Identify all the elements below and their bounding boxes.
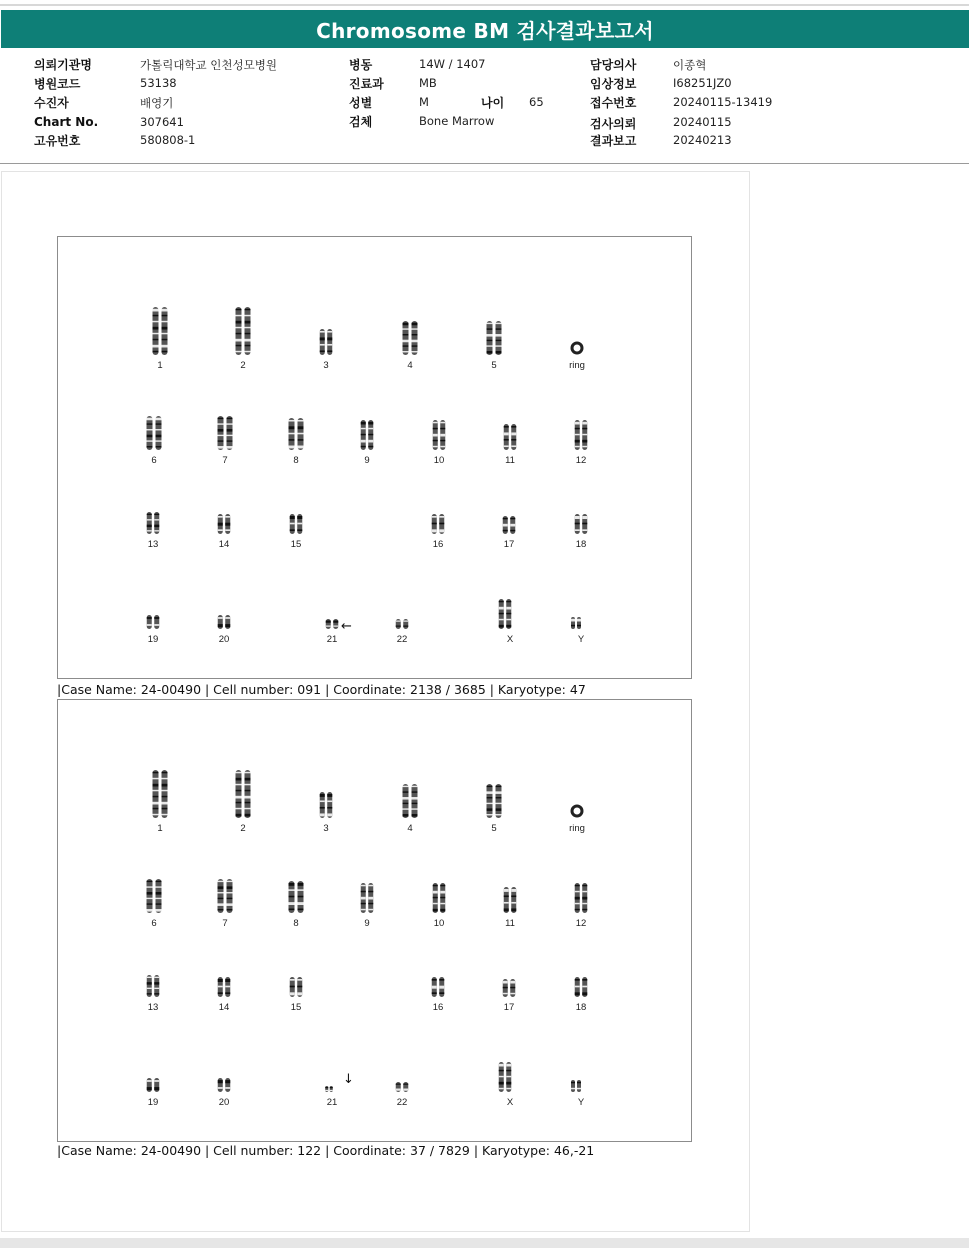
chromosome-pair (147, 512, 160, 534)
chromosome-label: 2 (240, 360, 246, 371)
chromosome-label: 7 (222, 918, 228, 929)
chromosome-label: 4 (407, 360, 413, 371)
chromosome-pair (236, 307, 251, 355)
info-value-chart-no: 307641 (140, 115, 184, 129)
info-value-unique-no: 580808-1 (140, 133, 196, 147)
chromosome-label: 14 (218, 1002, 230, 1013)
chromosome-pair (326, 619, 339, 629)
chromosome-pair (396, 1082, 409, 1092)
chromosome-label: 5 (491, 360, 497, 371)
chromosome-label: ring (569, 823, 585, 834)
chromosome-label: 11 (505, 918, 515, 929)
chromosome-pair (218, 879, 233, 913)
chromosome-pair (571, 617, 581, 629)
chromosome-pair (147, 615, 160, 629)
info-label-request-date: 검사의뢰 (590, 117, 637, 131)
chromosome-label: 16 (432, 1002, 444, 1013)
chromosome-pair (575, 883, 588, 913)
ring-chromosome (572, 343, 582, 353)
info-value-age: 65 (529, 95, 544, 109)
chromosome-label: 8 (293, 455, 299, 466)
chromosome-label: 9 (364, 918, 370, 929)
info-value-receipt-no: 20240115-13419 (673, 95, 773, 109)
chromosome-label: 5 (491, 823, 497, 834)
info-value-sex: M (419, 95, 429, 109)
chromosome-label: 17 (503, 1002, 515, 1013)
arrow-marker: ↓ (343, 1072, 354, 1087)
chromosome-label: 20 (218, 1097, 230, 1108)
report-title: Chromosome BM 검사결과보고서 (1, 10, 969, 48)
chromosome-pair (403, 784, 418, 818)
chromosome-pair (504, 424, 517, 450)
info-label-receipt-no: 접수번호 (590, 96, 637, 110)
info-label-chart-no: Chart No. (34, 115, 99, 129)
chromosome-pair (218, 977, 231, 997)
chromosome-label: X (506, 634, 514, 645)
info-label-ward: 병동 (349, 58, 373, 72)
info-value-patient: 배영기 (140, 96, 174, 110)
chromosome-pair (575, 514, 588, 534)
chromosome-pair (218, 416, 233, 450)
chromosome-pair (432, 514, 445, 534)
info-label-physician: 담당의사 (590, 58, 637, 72)
chromosome-pair (218, 1078, 231, 1092)
chromosome-pair (289, 881, 304, 913)
chromosome-label: 19 (147, 1097, 159, 1108)
chromosome-label: 3 (323, 823, 329, 834)
info-divider (0, 163, 969, 164)
karyotype-image-1 (57, 236, 692, 679)
chromosome-pair (432, 977, 445, 997)
blank-margin (752, 171, 969, 1232)
chromosome-label: 6 (151, 455, 157, 466)
chromosome-label: X (506, 1097, 514, 1108)
chromosome-label: 1 (157, 823, 163, 834)
chromosome-pair (433, 420, 446, 450)
chromosome-label: Y (577, 634, 585, 645)
chromosome-pair (575, 420, 588, 450)
karyotype-caption-1: |Case Name: 24-00490 | Cell number: 091 | Coordinate: 2138 / 3685 | Karyotype: 47 (57, 682, 586, 697)
chromosome-label: 13 (147, 1002, 159, 1013)
chromosome-label: 10 (433, 455, 445, 466)
chromosome-label: Y (577, 1097, 585, 1108)
chromosome-pair (575, 977, 588, 997)
info-label-hospital-code: 병원코드 (34, 77, 81, 91)
chromosome-label: 14 (218, 539, 230, 550)
ring-chromosome (572, 806, 582, 816)
karyotype-caption-2: |Case Name: 24-00490 | Cell number: 122 | Coordinate: 37 / 7829 | Karyotype: 46,-21 (57, 1143, 595, 1158)
chromosome-label: 11 (505, 455, 515, 466)
chromosome-label: 10 (433, 918, 445, 929)
chromosome-label: 7 (222, 455, 228, 466)
chromosome-pair (147, 1078, 160, 1092)
chromosome-label: 3 (323, 360, 329, 371)
karyogram-1 (58, 237, 691, 678)
chromosome-pair (289, 418, 304, 450)
chromosome-pair (433, 883, 446, 913)
chromosome-label: 13 (147, 539, 159, 550)
chromosome-pair (499, 599, 512, 629)
chromosome-label: 17 (503, 539, 515, 550)
patient-info-panel (0, 52, 969, 164)
chromosome-pair (153, 770, 168, 818)
chromosome-label: 22 (396, 1097, 408, 1108)
chromosome-pair (499, 1062, 512, 1092)
info-value-institution: 가톨릭대학교 인천성모병원 (140, 58, 277, 72)
chromosome-label: 15 (290, 539, 302, 550)
info-value-clinical-info: I68251JZ0 (673, 76, 732, 90)
chromosome-label: 18 (575, 539, 587, 550)
chromosome-pair (325, 1086, 333, 1092)
chromosome-pair (361, 420, 374, 450)
chromosome-label: 19 (147, 634, 159, 645)
karyogram-2 (58, 700, 691, 1141)
info-label-age: 나이 (481, 96, 505, 110)
chromosome-pair (503, 516, 516, 534)
info-value-request-date: 20240115 (673, 115, 732, 129)
chromosome-label: 12 (575, 918, 587, 929)
info-value-hospital-code: 53138 (140, 76, 177, 90)
chromosome-label: 2 (240, 823, 246, 834)
chromosome-label: 8 (293, 918, 299, 929)
chromosome-label: 21 (326, 634, 338, 645)
info-label-unique-no: 고유번호 (34, 134, 81, 148)
chromosome-pair (320, 329, 333, 355)
info-value-department: MB (419, 76, 437, 90)
chromosome-label: ring (569, 360, 585, 371)
chromosome-pair (290, 514, 303, 534)
chromosome-pair (487, 784, 502, 818)
chromosome-label: 22 (396, 634, 408, 645)
info-label-institution: 의뢰기관명 (34, 58, 92, 72)
chromosome-label: 9 (364, 455, 370, 466)
chromosome-pair (218, 514, 231, 534)
chromosome-label: 15 (290, 1002, 302, 1013)
info-value-report-date: 20240213 (673, 133, 732, 147)
info-value-physician: 이종혁 (673, 58, 707, 72)
chromosome-label: 4 (407, 823, 413, 834)
chromosome-pair (218, 615, 231, 629)
top-divider (0, 4, 969, 6)
chromosome-pair (320, 792, 333, 818)
chromosome-pair (571, 1080, 581, 1092)
chromosome-pair (504, 887, 517, 913)
info-label-sex: 성별 (349, 96, 373, 110)
karyotype-image-2 (57, 699, 692, 1142)
info-label-department: 진료과 (349, 77, 384, 91)
chromosome-label: 18 (575, 1002, 587, 1013)
chromosome-pair (290, 977, 303, 997)
chromosome-pair (396, 619, 409, 629)
chromosome-pair (361, 883, 374, 913)
info-value-specimen: Bone Marrow (419, 114, 495, 128)
chromosome-label: 1 (157, 360, 163, 371)
chromosome-label: 12 (575, 455, 587, 466)
chromosome-pair (487, 321, 502, 355)
chromosome-pair (147, 879, 162, 913)
chromosome-label: 16 (432, 539, 444, 550)
info-label-patient: 수진자 (34, 96, 69, 110)
bottom-band (0, 1238, 969, 1248)
chromosome-pair (403, 321, 418, 355)
info-label-clinical-info: 임상정보 (590, 77, 637, 91)
chromosome-label: 21 (326, 1097, 338, 1108)
chromosome-pair (153, 307, 168, 355)
chromosome-pair (147, 416, 162, 450)
chromosome-pair (236, 770, 251, 818)
info-value-ward: 14W / 1407 (419, 57, 486, 71)
chromosome-pair (503, 979, 516, 997)
arrow-marker: ← (341, 619, 352, 634)
info-label-report-date: 결과보고 (590, 134, 637, 148)
info-label-specimen: 검체 (349, 115, 373, 129)
chromosome-pair (147, 975, 160, 997)
chromosome-label: 6 (151, 918, 157, 929)
chromosome-label: 20 (218, 634, 230, 645)
